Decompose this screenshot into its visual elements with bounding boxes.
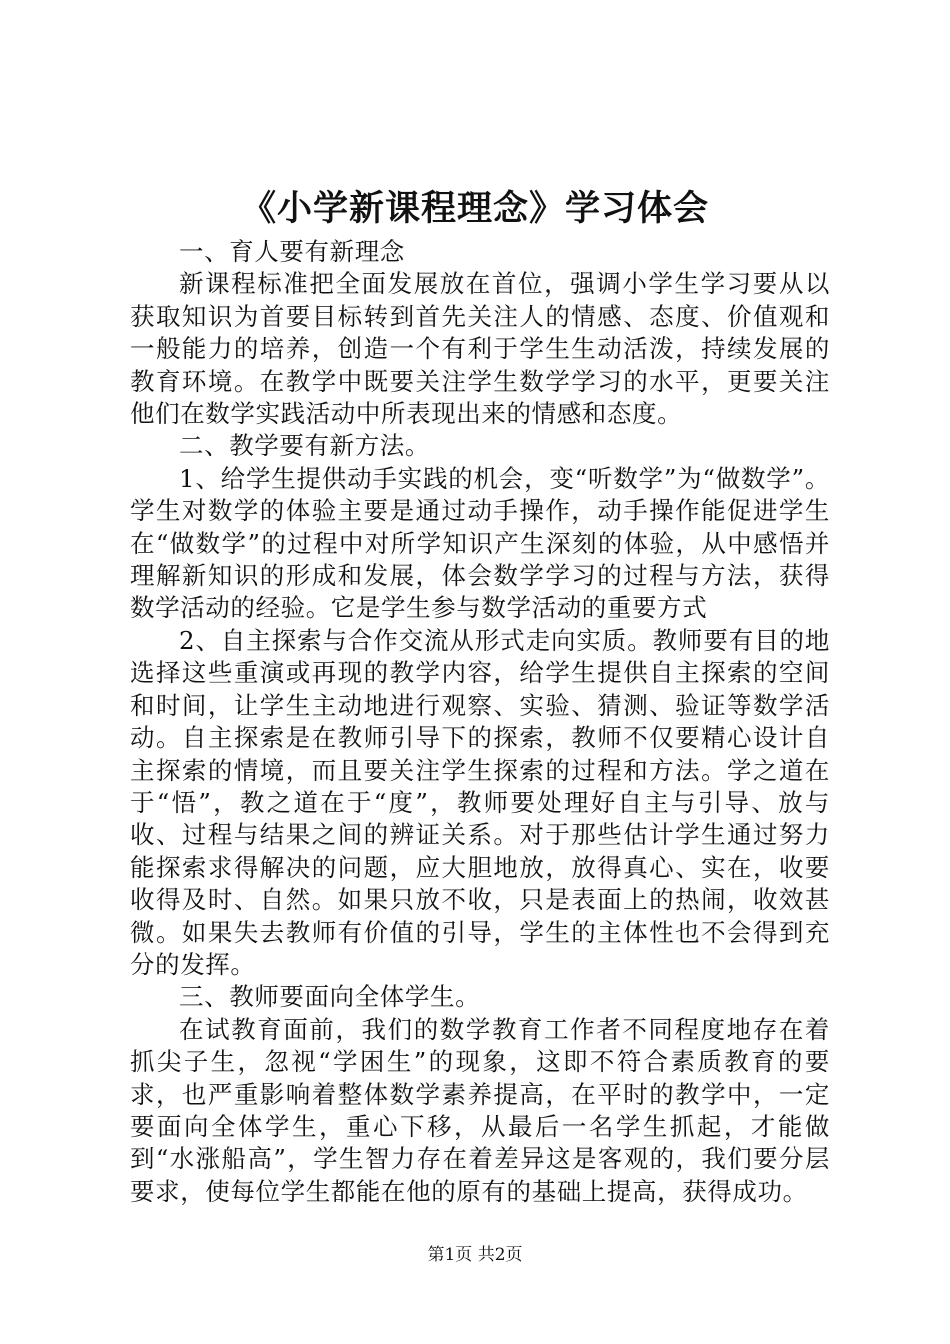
paragraph-4: 在试教育面前，我们的数学教育工作者不同程度地存在着抓尖子生，忽视“学困生”的现象，这即不符合素质教育的要求，也严重影响着整体数学素养提高，在平时的教学中，一定要面向全体学生，重心下移，从最后一名学生抓起，才能做到“水涨船高”，学生智力存在着差异这是客观的，我们要分层要求，使每位学生都能在他的原有的基础上提高，获得成功。 — [130, 1014, 830, 1206]
section-heading-3: 三、教师要面向全体学生。 — [179, 982, 481, 1012]
paragraph-3: 2、自主探索与合作交流从形式走向实质。教师要有目的地选择这些重演或再现的教学内容，给学生提供自主探索的空间和时间，让学生主动地进行观察、实验、猜测、验证等数学活动。自主探索是在教师引导下的探索，教师不仅要精心设计自主探索的情境，而且要关注学生探索的过程和方法。学之道在于“悟”，教之道在于“度”，教师要处理好自主与引导、放与收、过程与结果之间的辨证关系。对于那些估计学生通过努力能探索求得解决的问题，应大胆地放，放得真心、实在，收要收得及时、自然。如果只放不收，只是表面上的热闹，收效甚微。如果失去教师有价值的引导，学生的主体性也不会得到充分的发挥。 — [130, 625, 830, 979]
section-heading-2: 二、教学要有新方法。 — [179, 431, 430, 461]
section-heading-1: 一、育人要有新理念 — [179, 237, 405, 266]
page-number-footer: 第1页 共2页 — [427, 1245, 523, 1265]
document-body — [130, 236, 830, 1208]
paragraph-2: 1、给学生提供动手实践的机会，变“听数学”为“做数学”。学生对数学的体验主要是通过动手操作，动手操作能促进学生在“做数学”的过程中对所学知识产生深刻的体验，从中感悟并理解新知识的形成和发展，体会数学学习的过程与方法，获得数学活动的经验。它是学生参与数学活动的重要方式 — [130, 463, 830, 623]
paragraph-1: 新课程标准把全面发展放在首位，强调小学生学习要从以获取知识为首要目标转到首先关注人的情感、态度、价值观和一般能力的培养，创造一个有利于学生生动活泼，持续发展的教育环境。在教学中既要关注学生数学学习的水平，更要关注他们在数学实践活动中所表现出来的情感和态度。 — [130, 269, 830, 429]
document-title: 《小学新课程理念》学习体会 — [240, 188, 709, 229]
